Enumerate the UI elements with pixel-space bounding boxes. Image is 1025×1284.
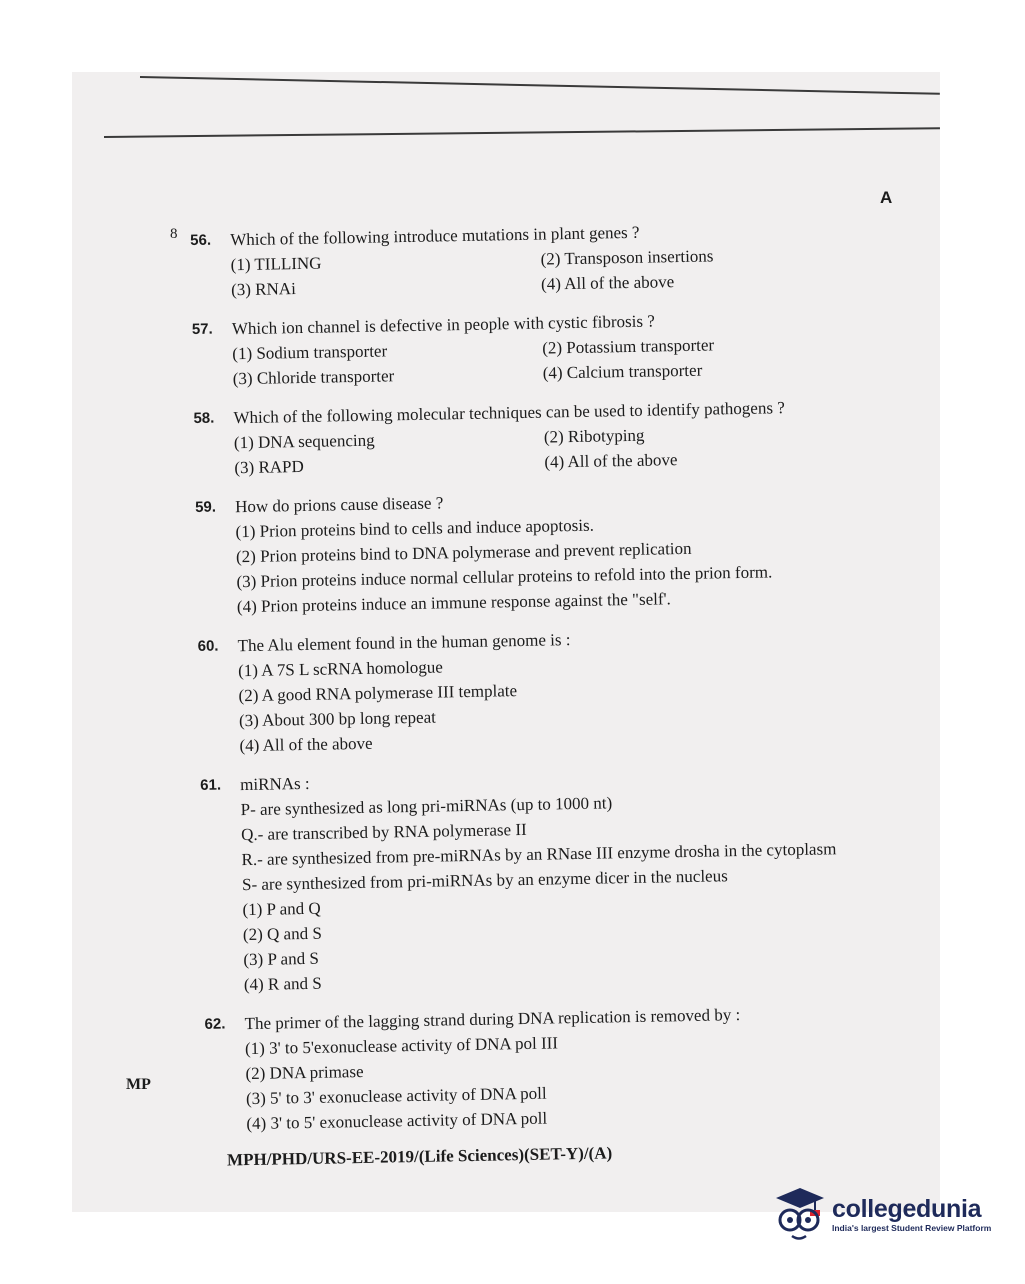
option: (4) Prion proteins induce an immune response against the "self'. [236,589,672,617]
option: (1) DNA sequencing [233,430,375,453]
statement: P- are synthesized as long pri-miRNAs (up to 1000 nt) [240,793,613,820]
question-number: 57. [191,320,213,338]
set-letter: A [880,188,893,207]
page-number: 8 [170,226,178,242]
option: (1) P and Q [242,898,321,920]
option: (3) Chloride transporter [232,366,395,389]
question-58 [193,392,934,481]
options [242,884,944,997]
option: (1) Sodium transporter [232,341,388,364]
option: (1) A 7S L scRNA homologue [237,657,444,681]
option: (2) Ribotyping [543,425,645,447]
question-57 [192,303,933,392]
options [245,1023,947,1136]
option: (2) DNA primase [245,1061,364,1084]
option: (4) All of the above [540,272,675,294]
option: (2) Q and S [242,923,322,945]
options [235,506,937,619]
question-text: Which ion channel is defective in people with cystic fibrosis ? [231,311,655,339]
statement: S- are synthesized from pri-miRNAs by an enzyme dicer in the nucleus [241,866,728,895]
question-number: 61. [200,776,222,794]
option: (2) A good RNA polymerase III template [238,681,518,706]
option: (4) R and S [243,973,322,995]
option: (4) 3' to 5' exonuclease activity of DNA poll [246,1108,548,1134]
option: (3) 5' to 3' exonuclease activity of DNA poll [245,1083,547,1109]
option: (2) Potassium transporter [542,335,715,358]
statement: Q.- are transcribed by RNA polymerase II [240,819,527,845]
statements [240,784,942,897]
option: (1) Prion proteins bind to cells and induce apoptosis. [235,515,595,542]
option: (3) Prion proteins induce normal cellular proteins to refold into the prion form. [236,562,773,592]
question-text: Which of the following introduce mutations in plant genes ? [230,222,640,250]
question-59 [195,481,937,620]
option: (1) TILLING [230,253,322,275]
options [238,645,940,758]
question-text: How do prions cause disease ? [234,493,444,517]
question-text: miRNAs : [240,773,310,795]
brand-tagline: India's largest Student Review Platform [832,1223,992,1233]
question-number: 58. [193,409,215,427]
question-text: The Alu element found in the human genome is : [237,630,571,656]
option: (3) P and S [243,948,319,970]
option: (3) About 300 bp long repeat [238,707,437,731]
question-text: The primer of the lagging strand during DNA replication is removed by : [244,1005,741,1034]
option: (2) Prion proteins bind to DNA polymerase and prevent replication [235,538,692,567]
option: (3) RNAi [230,279,297,300]
option: (4) All of the above [544,450,678,472]
option: (4) Calcium transporter [542,360,703,383]
margin-mark: MP [126,1076,151,1093]
collegedunia-watermark [770,1178,1000,1250]
question-number: 56. [190,231,212,249]
option: (4) All of the above [239,733,373,756]
graduate-mascot-icon [770,1184,828,1244]
option: (2) Transposon insertions [540,246,714,269]
brand-name: collegedunia [832,1195,982,1223]
paper-code: MPH/PHD/URS-EE-2019/(Life Sciences)(SET-Y)/(A) [226,1143,613,1170]
question-62 [204,998,946,1137]
question-number: 62. [204,1015,226,1033]
question-text: Which of the following molecular techniques can be used to identify pathogens ? [233,398,785,428]
question-list [190,214,947,1170]
question-60 [197,620,939,759]
question-number: 59. [194,498,217,516]
option: (1) 3' to 5'exonuclease activity of DNA pol III [244,1033,559,1059]
question-number: 60. [197,637,219,655]
question-56 [190,214,931,303]
option: (3) RAPD [234,456,304,478]
statement: R.- are synthesized from pre-miRNAs by an RNase III enzyme drosha in the cytoplasm [241,839,837,870]
question-61 [200,759,944,998]
